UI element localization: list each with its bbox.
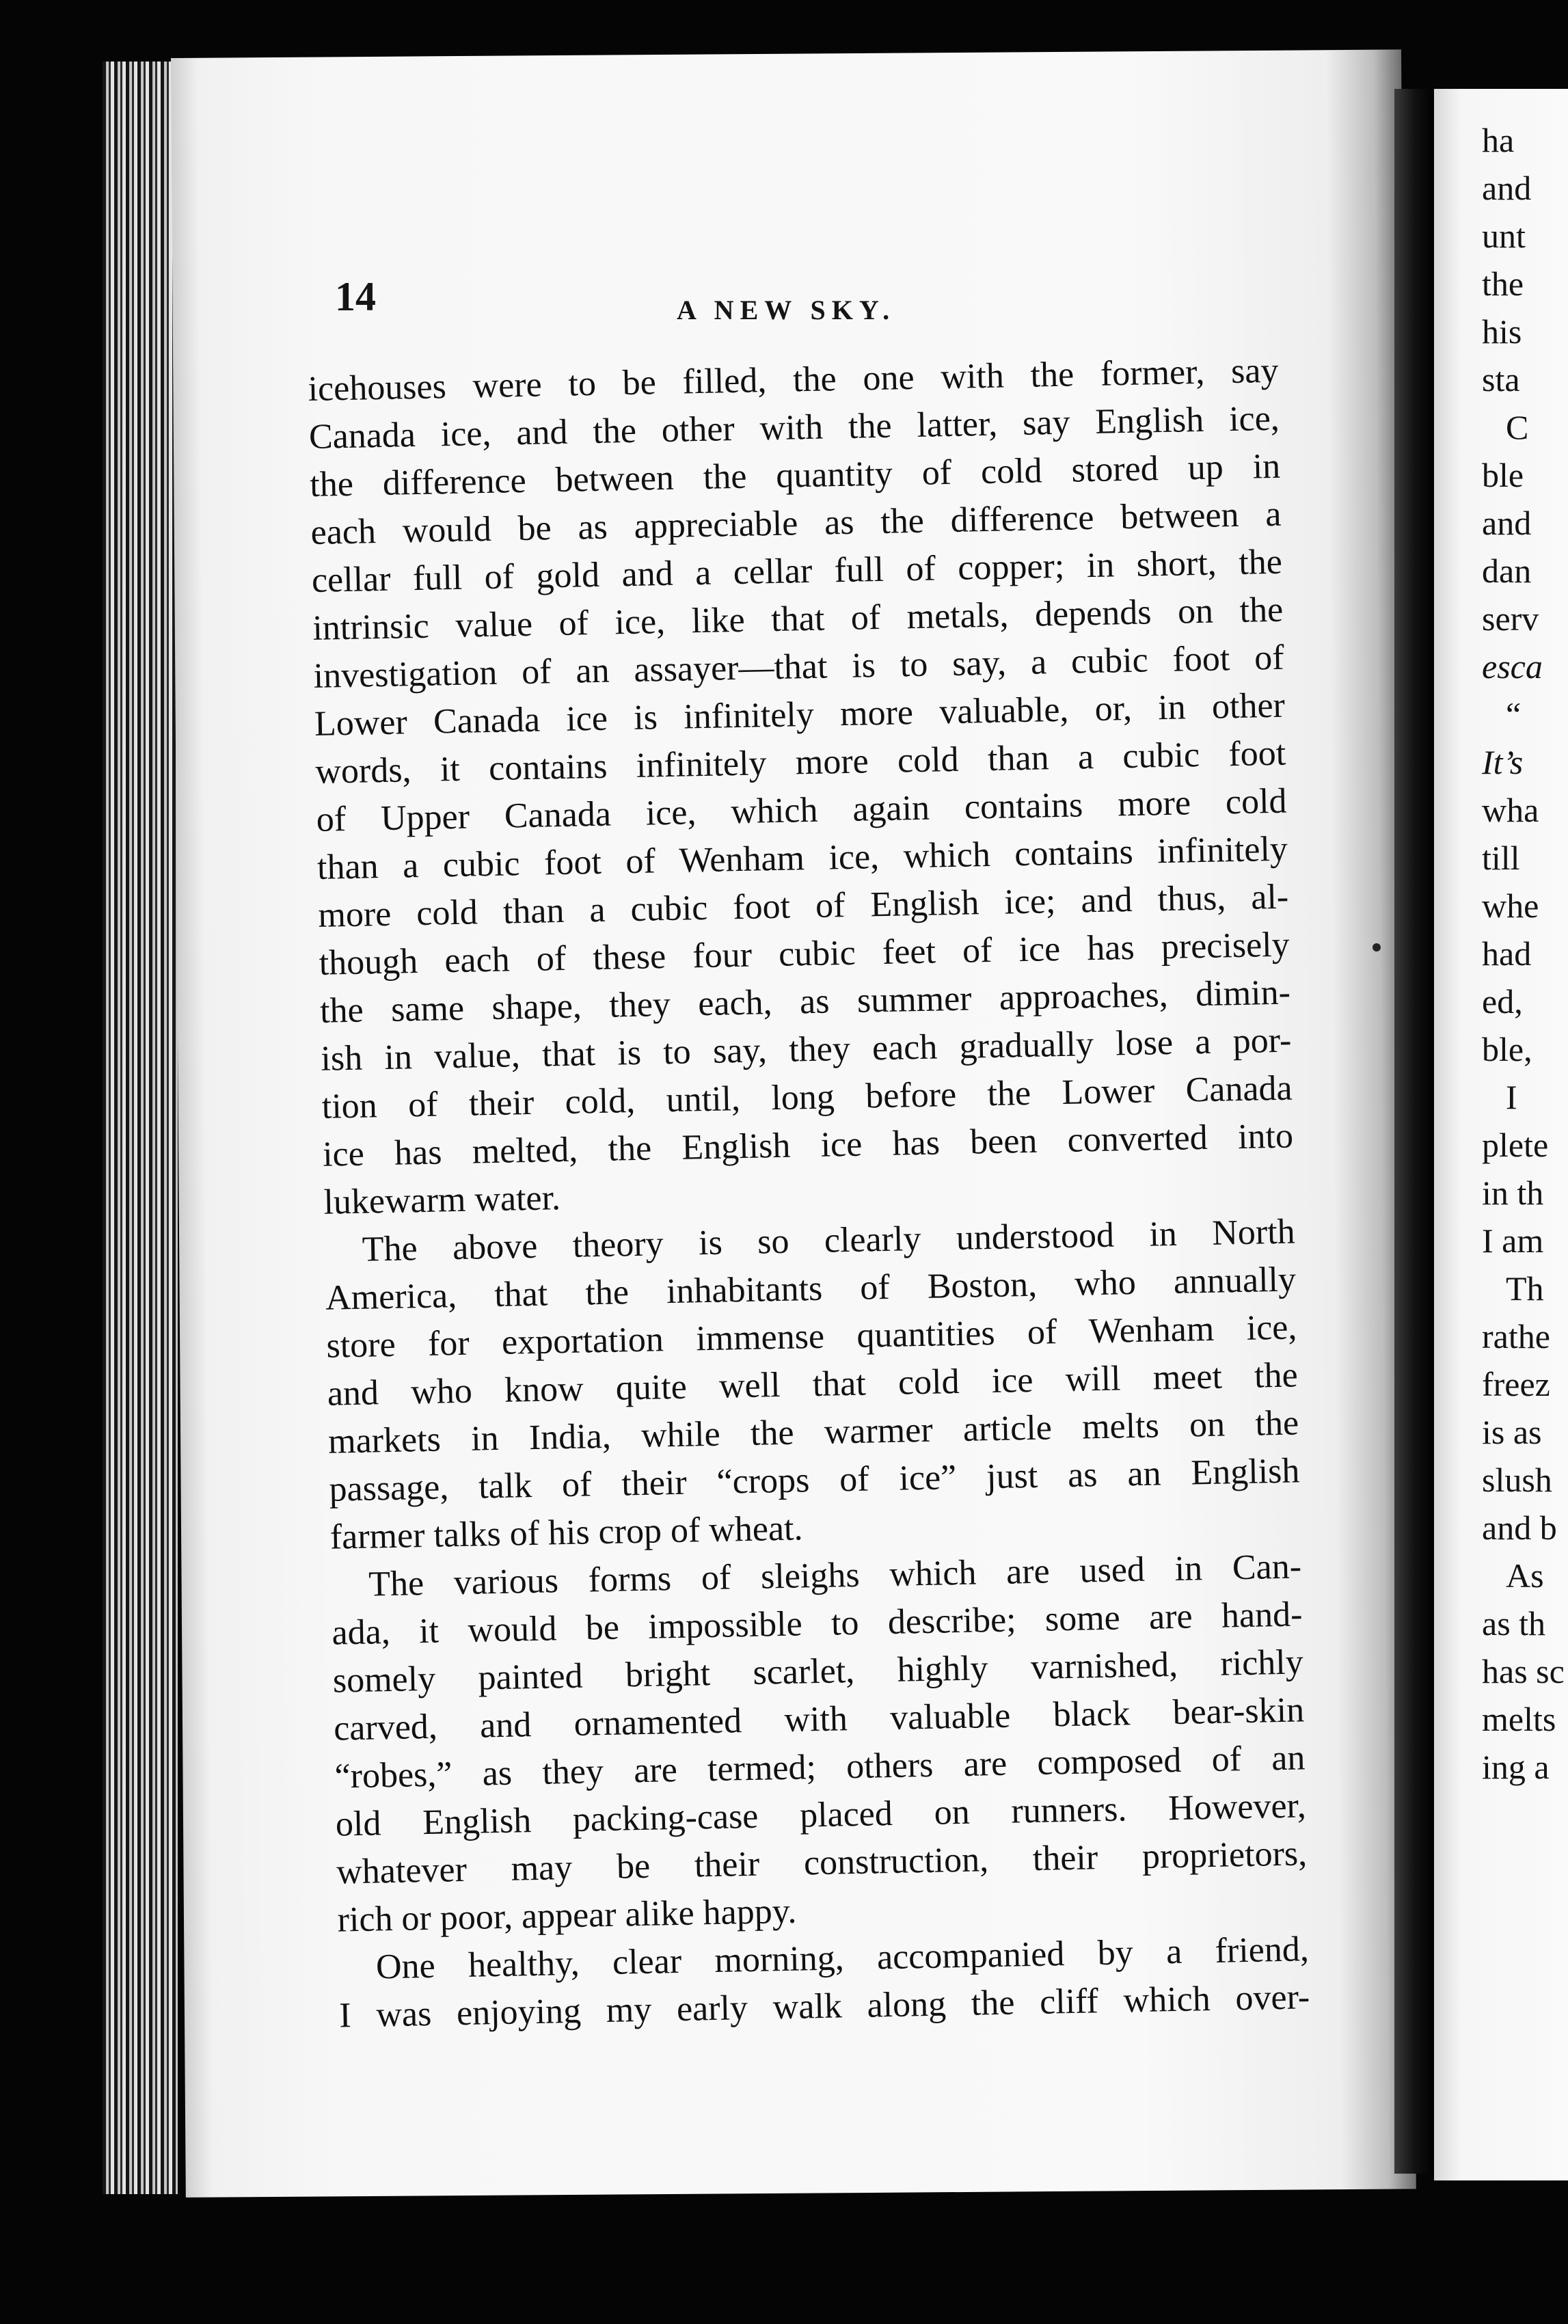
facing-line: rathe — [1482, 1317, 1550, 1355]
text-line: carved, and ornamented with valuable black bear-skin — [333, 1690, 1305, 1748]
paragraph-end-line: farmer talks of his crop of wheat. — [329, 1509, 803, 1557]
page-stack-edge — [103, 62, 178, 2194]
text-line: markets in India, while the warmer article melts on the — [327, 1403, 1299, 1461]
facing-line: ble, — [1482, 1030, 1532, 1068]
facing-line: plete — [1482, 1126, 1549, 1164]
facing-line: melts — [1482, 1700, 1556, 1738]
facing-line: had — [1482, 934, 1532, 973]
text-line: icehouses were to be filled, the one with the former, say — [308, 351, 1279, 409]
facing-line: in th — [1482, 1174, 1544, 1212]
text-line: though each of these four cubic feet of ice has precisely — [319, 925, 1290, 983]
facing-line: ing a — [1482, 1748, 1550, 1786]
facing-line: ed, — [1482, 982, 1523, 1021]
text-line: old English packing-case placed on runners. However, — [335, 1786, 1307, 1844]
facing-line: Th — [1506, 1269, 1544, 1308]
text-line: “robes,” as they are termed; others are composed of an — [334, 1738, 1306, 1796]
facing-line: as th — [1482, 1604, 1546, 1643]
text-line: tion of their cold, until, long before the Lower Canada — [321, 1068, 1293, 1126]
text-line: the same shape, they each, as summer approaches, dimin- — [319, 973, 1291, 1031]
text-line: of Upper Canada ice, which again contains more cold — [316, 781, 1288, 839]
body-text — [308, 347, 1310, 2040]
facing-line: serv — [1482, 599, 1539, 638]
text-line: and who know quite well that cold ice will meet the — [327, 1355, 1299, 1414]
text-line: cellar full of gold and a cellar full of copper; in short, the — [311, 542, 1283, 600]
facing-line: whe — [1482, 887, 1539, 925]
paragraph-start-line: The various forms of sleighs which are used in Can- — [368, 1547, 1302, 1604]
text-line: whatever may be their construction, their proprietors, — [336, 1834, 1308, 1892]
text-line: the difference between the quantity of cold stored up in — [309, 446, 1281, 504]
facing-line: and — [1482, 169, 1532, 207]
text-line: somely painted bright scarlet, highly varnished, richly — [332, 1643, 1304, 1701]
facing-line: till — [1482, 839, 1520, 877]
facing-line: his — [1482, 312, 1522, 351]
paragraph-end-line: rich or poor, appear alike happy. — [337, 1891, 797, 1940]
facing-line: It’s — [1482, 743, 1524, 781]
facing-line: “ — [1506, 695, 1522, 733]
text-line: words, it contains infinitely more cold than a cubic foot — [314, 733, 1286, 792]
facing-line: and — [1482, 504, 1532, 542]
text-line: intrinsic value of ice, like that of metals, depends on the — [312, 590, 1284, 648]
text-line: America, that the inhabitants of Boston, who annually — [325, 1260, 1297, 1318]
paragraph-start-line: One healthy, clear morning, accompanied by a friend, — [375, 1930, 1310, 1987]
facing-line: esca — [1482, 647, 1543, 686]
facing-line: I — [1506, 1078, 1517, 1116]
paragraph-end-line: lukewarm water. — [323, 1178, 561, 1222]
running-head: A NEW SKY. — [677, 295, 896, 325]
facing-page-fragment — [1434, 89, 1568, 2180]
facing-line: the — [1482, 265, 1524, 303]
text-line: Canada ice, and the other with the latter, say English ice, — [308, 398, 1280, 457]
text-line: each would be as appreciable as the difference between a — [310, 494, 1282, 552]
book-gutter — [1394, 89, 1435, 2174]
facing-line: C — [1506, 408, 1529, 446]
text-line: ada, it would be impossible to describe; some are hand- — [332, 1595, 1303, 1653]
text-line: I was enjoying my early walk along the cliff which over- — [338, 1977, 1310, 2036]
facing-line: and b — [1482, 1509, 1557, 1547]
text-line: store for exportation immense quantities of Wenham ice, — [325, 1308, 1297, 1366]
paragraph-start-line: The above theory is so clearly understood in North — [362, 1212, 1296, 1269]
facing-line: unt — [1482, 217, 1526, 255]
text-line: passage, talk of their “crops of ice” just as an English — [329, 1451, 1300, 1509]
text-line: Lower Canada ice is infinitely more valuable, or, in other — [314, 686, 1286, 744]
facing-line: ble — [1482, 456, 1524, 494]
facing-line: wha — [1482, 791, 1539, 829]
text-line: ish in value, that is to say, they each gradually lose a por- — [320, 1021, 1292, 1079]
text-line: ice has melted, the English ice has been converted into — [322, 1116, 1294, 1174]
page-number: 14 — [335, 274, 376, 319]
facing-line: ha — [1482, 121, 1515, 159]
facing-line: has sc — [1482, 1652, 1565, 1690]
ink-speck — [1373, 943, 1381, 951]
text-line: than a cubic foot of Wenham ice, which contains infinitely — [316, 829, 1288, 887]
facing-line: dan — [1482, 552, 1532, 590]
text-line: investigation of an assayer—that is to say, a cubic foot of — [313, 638, 1285, 696]
facing-line: I am — [1482, 1221, 1544, 1260]
facing-line: slush — [1482, 1461, 1552, 1499]
facing-line: As — [1506, 1556, 1544, 1595]
facing-line: freez — [1482, 1365, 1550, 1403]
text-line: more cold than a cubic foot of English ice; and thus, al- — [317, 877, 1289, 935]
facing-line: is as — [1482, 1413, 1542, 1451]
facing-line: sta — [1482, 360, 1520, 398]
